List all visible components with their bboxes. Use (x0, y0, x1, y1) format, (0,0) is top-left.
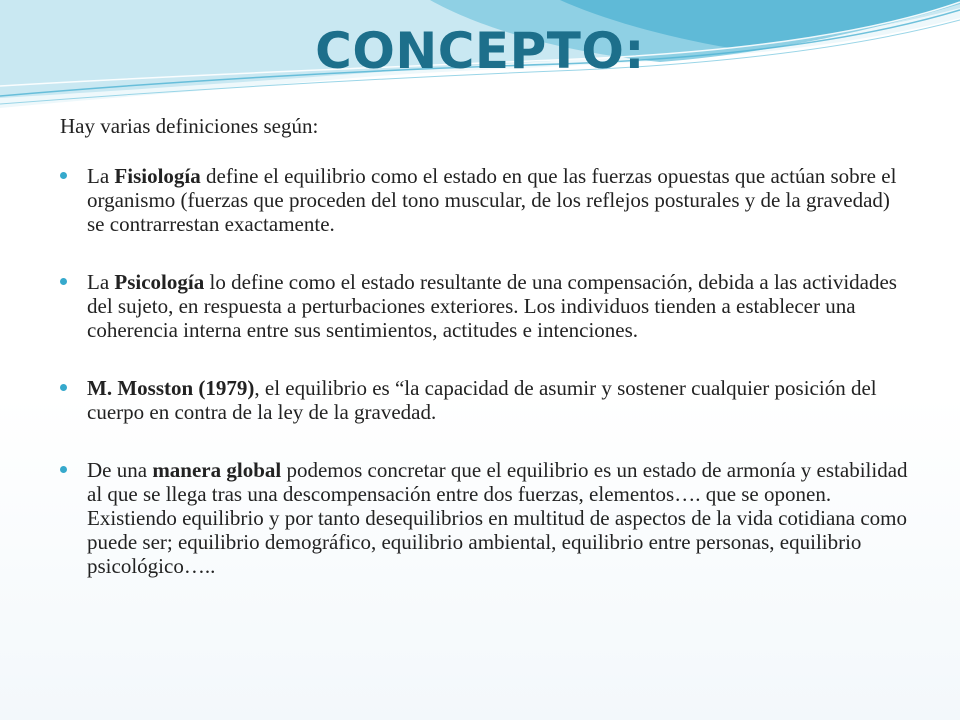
definition-mosston (60, 376, 910, 424)
bullet-text-bold: Fisiología (114, 164, 201, 188)
bullet-text-post: podemos concretar que el equilibrio es un estado de armonía y estabilidad al que se llega tras una descompensación entre dos fuerzas, elementos…. que se oponen. Existiendo equilibrio y por tanto desequilibrios en multitud de aspectos de la vida cotidiana como puede ser; equilibrio demográfico, equilibrio ambiental, equilibrio entre personas, equilibrio psicológico….. (87, 458, 908, 578)
bullet-dot-icon (60, 172, 67, 179)
bullet-text-bold: Psicología (114, 270, 205, 294)
bullet-text-post: lo define como el estado resultante de una compensación, debida a las actividades del sujeto, en respuesta a perturbaciones exteriores. Los individuos tienden a establecer una coherencia interna entre sus sentimientos, actitudes e intenciones. (87, 270, 897, 342)
intro-text: Hay varias definiciones según: (60, 114, 319, 138)
bullet-text-bold: M. Mosston (1979) (87, 376, 255, 400)
bullet-dot-icon (60, 384, 67, 391)
bullet-dot-icon (60, 278, 67, 285)
bullet-text-pre: De una (87, 458, 153, 482)
bullet-text-post: , el equilibrio es “la capacidad de asumir y sostener cualquier posición del cuerpo en contra de la ley de la gravedad. (87, 376, 877, 424)
bullet-dot-icon (60, 466, 67, 473)
bullet-text-bold: manera global (152, 458, 282, 482)
bullet-text-pre: La (87, 164, 115, 188)
definition-fisiologia (60, 164, 910, 236)
bullet-text-pre: La (87, 270, 115, 294)
definition-list (60, 164, 910, 578)
slide-body (60, 114, 910, 612)
slide-title: CONCEPTO: (315, 22, 645, 80)
definition-psicologia (60, 270, 910, 342)
bullet-text-post: define el equilibrio como el estado en que las fuerzas opuestas que actúan sobre el organismo (fuerzas que proceden del tono muscular, de los reflejos posturales y de la gravedad) se contrarrestan exactamente. (87, 164, 897, 236)
definition-global (60, 458, 910, 578)
